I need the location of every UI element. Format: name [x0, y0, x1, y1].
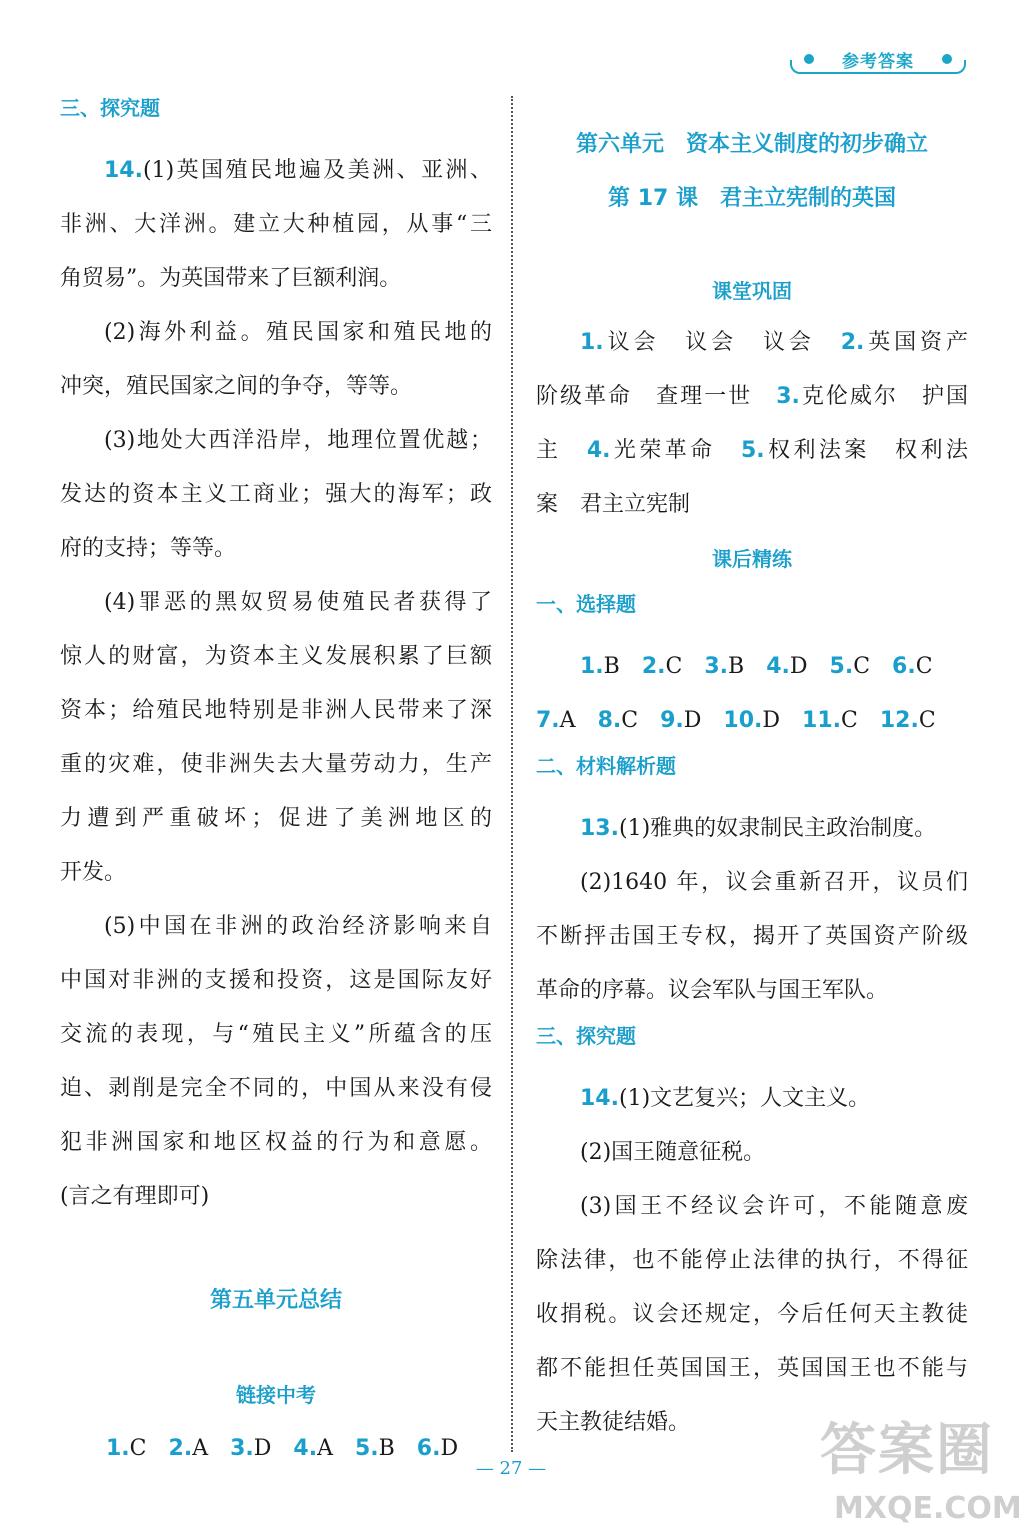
answer-line: 都不能担任英国国王，英国国王也不能与 — [536, 1356, 968, 1381]
answer-item: 5.C — [829, 654, 871, 679]
answer-item: 4.A — [293, 1436, 333, 1461]
answer-line: 案 君主立宪制 — [536, 492, 691, 517]
answer-line: (言之有理即可) — [60, 1184, 210, 1209]
answer-line: (2)国王随意征税。 — [580, 1140, 766, 1165]
answer-line: 中国对非洲的支援和投资，这是国际友好 — [60, 968, 492, 993]
answer-line: 开发。 — [60, 860, 127, 885]
answer-line: 除法律，也不能停止法律的执行，不得征 — [536, 1248, 968, 1273]
answer-item: 3.D — [230, 1436, 272, 1461]
unit-title: 第六单元 资本主义制度的初步确立 — [575, 132, 928, 157]
answer-line: 犯非洲国家和地区权益的行为和意愿。 — [60, 1130, 492, 1155]
answer-item: 1.B — [580, 654, 620, 679]
answer-key-label: 参考答案 — [834, 47, 922, 72]
answer-line: 天主教徒结婚。 — [536, 1410, 691, 1435]
answer-line: (2)1640 年，议会重新召开，议员们 — [580, 870, 968, 895]
answer-line: 13.(1)雅典的奴隶制民主政治制度。 — [580, 816, 937, 841]
answer-line: 重的灾难，使非洲失去大量劳动力，生产 — [60, 752, 492, 777]
answer-line: (3)地处大西洋沿岸，地理位置优越； — [104, 428, 492, 453]
answer-line: 府的支持；等等。 — [60, 536, 237, 561]
right-column — [536, 118, 968, 1450]
unit-summary-title: 第五单元总结 — [209, 1288, 342, 1313]
page-number: — 27 — — [475, 1458, 547, 1479]
answer-item: 11.C — [802, 708, 858, 733]
answer-item: 6.D — [416, 1436, 459, 1461]
answer-item: 7.A — [536, 708, 576, 733]
answer-line: (5)中国在非洲的政治经济影响来自 — [104, 914, 492, 939]
answer-line: (4)罪恶的黑奴贸易使殖民者获得了 — [104, 590, 492, 615]
choice-answers-row — [536, 694, 968, 748]
answer-line: (3)国王不经议会许可，不能随意废 — [580, 1194, 968, 1219]
answer-item: 2.A — [168, 1436, 209, 1461]
column-divider — [511, 96, 513, 1452]
section-title: 二、材料解析题 — [536, 754, 676, 778]
answer-line: 阶级革命 查理一世 3.克伦威尔 护国 — [536, 384, 968, 409]
answer-line: 革命的序幕。议会军队与国王军队。 — [536, 978, 889, 1003]
tag-dot-left — [804, 54, 814, 64]
answer-line: 14.(1)文艺复兴；人文主义。 — [580, 1086, 871, 1111]
answer-line: 非洲、大洋洲。建立大种植园，从事“三 — [60, 212, 492, 237]
tag-dot-right — [942, 54, 952, 64]
lesson-title: 第 17 课 君主立宪制的英国 — [608, 186, 896, 211]
section-title: 三、探究题 — [536, 1024, 636, 1048]
answer-item: 8.C — [597, 708, 639, 733]
answer-line: 资本；给殖民地特别是非洲人民带来了深 — [60, 698, 492, 723]
watermark-logo: 答案圈 MXQE.COM — [820, 1418, 1022, 1526]
answer-line: 力遭到严重破坏；促进了美洲地区的 — [60, 806, 492, 831]
answer-line: 惊人的财富，为资本主义发展积累了巨额 — [60, 644, 492, 669]
section-title: 三、探究题 — [60, 96, 160, 120]
section-title: 一、选择题 — [536, 592, 636, 616]
answer-line: 角贸易”。为英国带来了巨额利润。 — [60, 266, 402, 291]
practice-title: 课后精练 — [712, 547, 792, 571]
consolidate-title: 课堂巩固 — [712, 279, 792, 303]
link-exam-title: 链接中考 — [236, 1383, 316, 1407]
answer-item: 1.C — [106, 1436, 147, 1461]
answer-item: 10.D — [723, 708, 781, 733]
answer-item: 3.B — [704, 654, 745, 679]
left-column — [60, 90, 492, 1476]
answer-item: 4.D — [766, 654, 808, 679]
answer-line: 不断抨击国王专权，揭开了英国资产阶级 — [536, 924, 968, 949]
answer-line: 14.(1)英国殖民地遍及美洲、亚洲、 — [104, 158, 492, 183]
answer-line: 主 4.光荣革命 5.权利法案 权利法 — [536, 438, 968, 463]
answer-line: 收捐税。议会还规定，今后任何天主教徒 — [536, 1302, 968, 1327]
answer-item: 2.C — [641, 654, 683, 679]
question-number: 14. — [104, 158, 143, 183]
answer-line: (2)海外利益。殖民国家和殖民地的 — [104, 320, 492, 345]
answer-item: 12.C — [879, 708, 936, 733]
answer-line: 迫、剥削是完全不同的，中国从来没有侵 — [60, 1076, 492, 1101]
answer-key-tag — [790, 46, 966, 72]
answer-line: 1.议会 议会 议会 2.英国资产 — [580, 330, 968, 355]
answer-item: 9.D — [660, 708, 702, 733]
answer-item: 6.C — [892, 654, 933, 679]
answer-line: 冲突，殖民国家之间的争夺，等等。 — [60, 374, 413, 399]
answer-line: 交流的表现，与“殖民主义”所蕴含的压 — [60, 1022, 492, 1047]
choice-answers-row — [536, 640, 968, 694]
answer-item: 5.B — [354, 1436, 395, 1461]
answer-line: 发达的资本主义工商业；强大的海军；政 — [60, 482, 492, 507]
